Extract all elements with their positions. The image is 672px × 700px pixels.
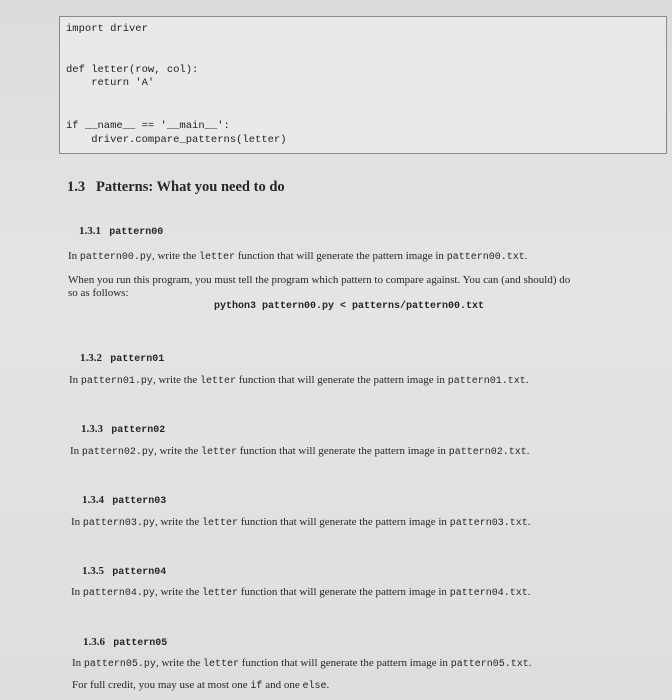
code-line-compare: driver.compare_patterns(letter) [66, 134, 287, 146]
paragraph-instruction: In pattern00.py, write the letter function that will generate the pattern image in pattern00.txt. [68, 250, 528, 263]
subsection-heading [70, 411, 165, 448]
paragraph-instruction: In pattern03.py, write the letter function that will generate the pattern image in pattern03.txt. [71, 516, 531, 529]
subsection-name: pattern05 [113, 638, 168, 649]
filename-txt: pattern01.txt [447, 376, 526, 387]
filename-txt: pattern03.txt [449, 518, 528, 529]
function-name: letter [201, 518, 238, 529]
function-name: letter [198, 252, 235, 263]
filename-py: pattern04.py [82, 588, 155, 599]
paragraph-instruction: In pattern01.py, write the letter function that will generate the pattern image in pattern01.txt. [69, 374, 529, 387]
filename-txt: pattern02.txt [448, 447, 527, 458]
paragraph-run-instructions-cont: so as follows: [68, 287, 129, 299]
filename-txt: pattern00.txt [446, 252, 525, 263]
code-line-if-main: if __name__ == '__main__': [66, 120, 230, 132]
keyword-else: else [302, 681, 327, 692]
keyword-if: if [250, 681, 263, 692]
subsection-number: 1.3.6 [83, 636, 105, 648]
subsection-name: pattern03 [112, 496, 167, 507]
subsection-name: pattern01 [110, 354, 165, 365]
subsection-heading [72, 624, 167, 661]
filename-py: pattern03.py [82, 518, 155, 529]
paragraph-credit-note: For full credit, you may use at most one if and one else. [72, 679, 330, 692]
filename-txt: pattern05.txt [450, 659, 529, 670]
section-number: 1.3 [67, 179, 86, 195]
section-heading [67, 179, 285, 196]
code-line-def: def letter(row, col): [66, 64, 199, 76]
code-line-return: return 'A' [66, 77, 155, 89]
function-name: letter [201, 588, 238, 599]
section-title: Patterns: What you need to do [96, 179, 285, 195]
subsection-number: 1.3.2 [80, 352, 102, 364]
subsection-name: pattern04 [112, 567, 167, 578]
filename-txt: pattern04.txt [449, 588, 528, 599]
paragraph-instruction: In pattern04.py, write the letter function that will generate the pattern image in pattern04.txt. [71, 586, 531, 599]
paragraph-instruction: In pattern02.py, write the letter function that will generate the pattern image in pattern02.txt. [70, 445, 530, 458]
code-block [59, 16, 667, 154]
subsection-number: 1.3.1 [79, 225, 101, 237]
filename-py: pattern01.py [80, 376, 153, 387]
filename-py: pattern02.py [81, 447, 154, 458]
function-name: letter [202, 659, 239, 670]
paragraph-instruction: In pattern05.py, write the letter function that will generate the pattern image in pattern05.txt. [72, 657, 532, 670]
filename-py: pattern05.py [83, 659, 156, 670]
subsection-heading [68, 213, 163, 250]
subsection-name: pattern00 [109, 227, 164, 238]
subsection-heading [69, 340, 164, 377]
paragraph-run-instructions: When you run this program, you must tell the program which pattern to compare against. You can (and should) do [68, 274, 571, 286]
subsection-number: 1.3.4 [82, 494, 104, 506]
subsection-number: 1.3.5 [82, 565, 104, 577]
subsection-heading [71, 553, 166, 590]
subsection-name: pattern02 [111, 425, 166, 436]
subsection-heading [71, 482, 166, 519]
subsection-number: 1.3.3 [81, 423, 103, 435]
function-name: letter [200, 447, 237, 458]
command-line: python3 pattern00.py < patterns/pattern00.txt [214, 301, 485, 312]
code-line-import: import driver [66, 23, 148, 35]
function-name: letter [199, 376, 236, 387]
filename-py: pattern00.py [79, 252, 152, 263]
